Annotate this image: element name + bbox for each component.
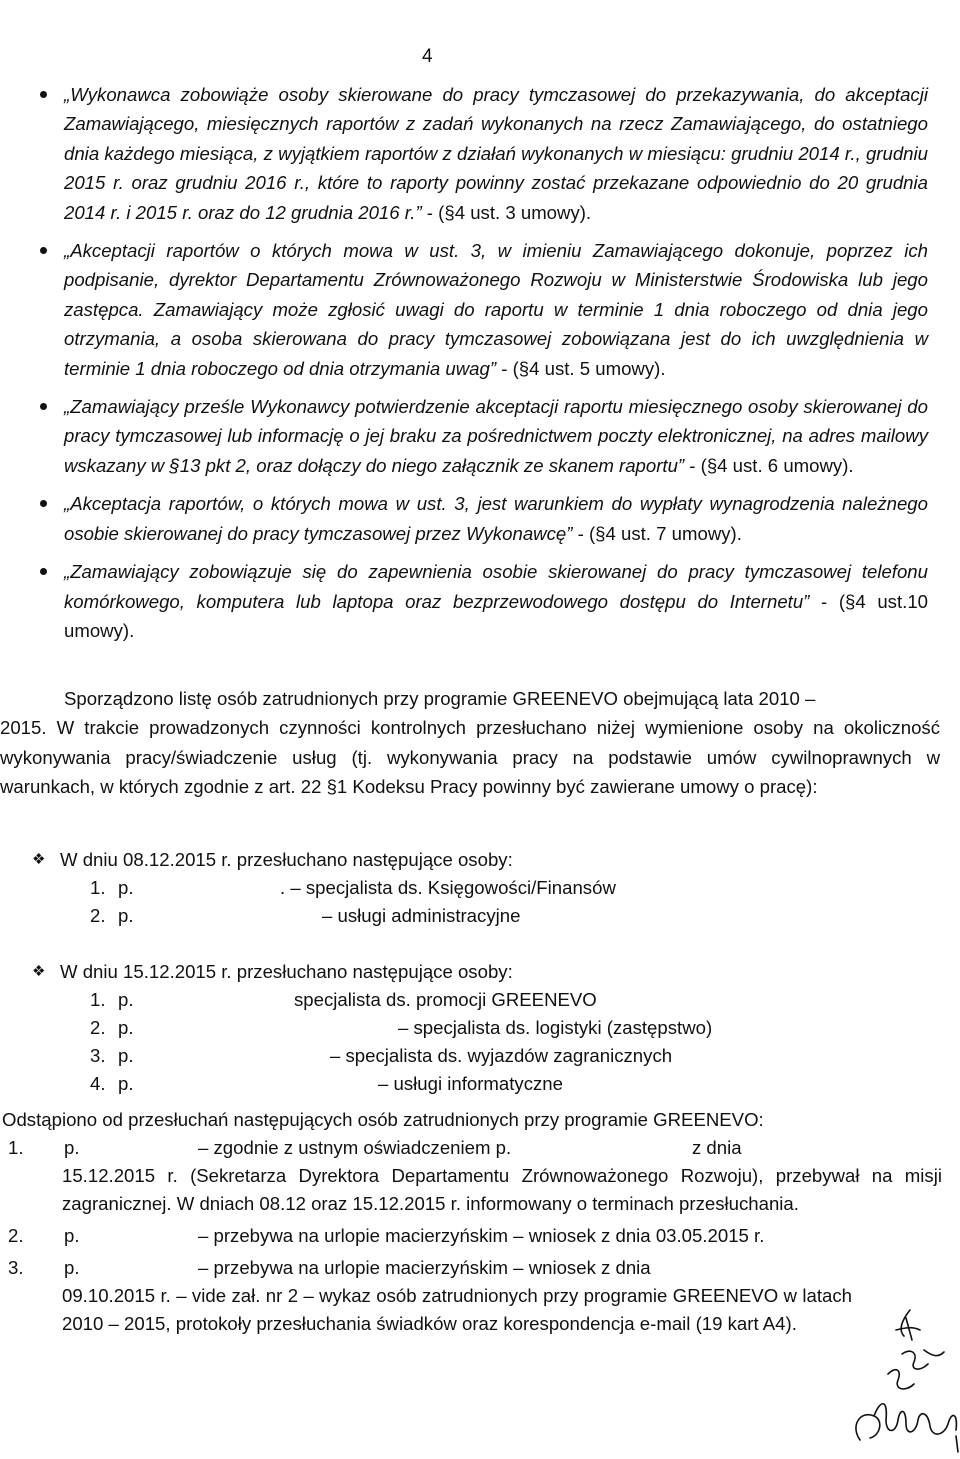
- contract-quotes-list: [40, 80, 928, 654]
- row-person: p.: [118, 1073, 134, 1094]
- row-person: p.: [118, 1045, 134, 1066]
- item-number: 1.: [8, 1137, 24, 1158]
- hearing-section-2: [32, 958, 713, 1098]
- quote-reference: - (§4 ust. 7 umowy).: [572, 522, 742, 544]
- waiver-section: [2, 1106, 942, 1342]
- hearing-row: [32, 1042, 673, 1070]
- quote-text: „Akceptacji raportów o których mowa w ust. 3, w imieniu Zamawiającego dokonuje, poprzez ich podpisanie, dyrektor Departamentu Zrównoważonego Rozwoju w Ministerstwie Środowiska lub jego zastępca. Zamawiający może zgłosić uwagi do raportu w terminie 1 dnia roboczego od dnia jego otrzymania, a osoba skierowana do pracy tymczasowej zobowiązana jest do ich uwzględnienia w terminie 1 dnia roboczego od dnia otrzymania uwag”: [64, 240, 928, 379]
- page-number: 4: [422, 46, 433, 67]
- list-item: [40, 392, 928, 480]
- list-item: [40, 489, 928, 548]
- hearing-section-1: [32, 846, 616, 930]
- hearing-row: [32, 1070, 563, 1098]
- row-number: 1.: [90, 989, 106, 1010]
- waiver-item: [2, 1254, 942, 1338]
- item-number: 2.: [8, 1225, 24, 1246]
- row-number: 1.: [90, 877, 106, 898]
- item-text: 15.12.2015 r. (Sekretarza Dyrektora Departamentu Zrównoważonego Rozwoju), przebywał na misji zagranicznej. W dniach 08.12 oraz 15.12.2015 r. informowany o terminach przesłuchania.: [62, 1165, 942, 1214]
- row-role: – specjalista ds. wyjazdów zagranicznych: [330, 1045, 673, 1066]
- hearing-row: [32, 986, 597, 1014]
- row-number: 2.: [90, 905, 106, 926]
- hearing-heading: ❖ W dniu 08.12.2015 r. przesłuchano następujące osoby:: [32, 846, 513, 874]
- row-role: – usługi informatyczne: [378, 1073, 563, 1094]
- list-item: [40, 236, 928, 383]
- row-person: p.: [118, 877, 134, 898]
- item-lead: – zgodnie z ustnym oświadczeniem p. z dnia: [198, 1137, 742, 1158]
- quote-reference: - (§4 ust. 5 umowy).: [496, 357, 666, 379]
- handwritten-signature: [840, 1300, 960, 1459]
- quote-text: „Akceptacja raportów, o których mowa w ust. 3, jest warunkiem do wypłaty wynagrodzenia należnego osobie skierowanej do pracy tymczasowej przez Wykonawcę”: [64, 493, 928, 544]
- item-person: p.: [64, 1137, 80, 1158]
- item-text: 09.10.2015 r. – vide zał. nr 2 – wykaz osób zatrudnionych przy programie GREENEVO w latach 2010 – 2015, protokoły przesłuchania świadków oraz korespondencja e-mail (19 kart A4).: [62, 1285, 852, 1334]
- quote-text: „Zamawiający zobowiązuje się do zapewnienia osobie skierowanej do pracy tymczasowej telefonu komórkowego, komputera lub laptopa oraz bezprzewodowego dostępu do Internetu”: [64, 561, 928, 612]
- list-item: [40, 80, 928, 227]
- item-lead: – przebywa na urlopie macierzyńskim – wniosek z dnia 03.05.2015 r.: [198, 1225, 765, 1246]
- hearing-row: [32, 902, 521, 930]
- item-person: p.: [64, 1225, 80, 1246]
- row-person: p.: [118, 989, 134, 1010]
- quote-text: „Wykonawca zobowiąże osoby skierowane do pracy tymczasowej do przekazywania, do akceptacji Zamawiającego, miesięcznych raportów z zadań wykonanych na rzecz Zamawiającego, do ostatniego dnia każdego miesiąca, z wyjątkiem raportów z działań wykonanych w miesiącu: grudniu 2014 r., grudniu 2015 r. oraz grudniu 2016 r., które to raporty powinny zostać przekazane odpowiednio do 20 grudnia 2014 r. i 2015 r. oraz do 12 grudnia 2016 r.”: [64, 84, 928, 223]
- list-item: [40, 557, 928, 645]
- paragraph-first-line: Sporządzono listę osób zatrudnionych przy programie GREENEVO obejmującą lata 2010 –: [64, 688, 816, 709]
- hearing-row: [32, 874, 616, 902]
- hearing-heading: ❖ W dniu 15.12.2015 r. przesłuchano następujące osoby:: [32, 958, 513, 986]
- item-number: 3.: [8, 1257, 24, 1278]
- row-role: – usługi administracyjne: [322, 905, 521, 926]
- paragraph-rest: 2015. W trakcie prowadzonych czynności kontrolnych przesłuchano niżej wymienione osoby na okoliczność wykonywania pracy/świadczenie usług (tj. wykonywania pracy na podstawie umów cywilnoprawnych w warunkach, w których zgodnie z art. 22 §1 Kodeksu Pracy powinny być zawierane umowy o pracę):: [0, 717, 940, 798]
- row-role: . – specjalista ds. Księgowości/Finansów: [280, 877, 616, 898]
- item-lead: – przebywa na urlopie macierzyńskim – wniosek z dnia: [198, 1257, 651, 1278]
- hearing-row: [32, 1014, 713, 1042]
- row-person: p.: [118, 1017, 134, 1038]
- quote-text: „Zamawiający prześle Wykonawcy potwierdzenie akceptacji raportu miesięcznego osoby skierowanej do pracy tymczasowej lub informację o jej braku za pośrednictwem poczty elektronicznej, na adres mailowy wskazany w §13 pkt 2, oraz dołączy do niego załącznik ze skanem raportu”: [64, 396, 928, 476]
- row-person: p.: [118, 905, 134, 926]
- summary-paragraph: [0, 684, 940, 802]
- row-role: specjalista ds. promocji GREENEVO: [294, 989, 597, 1010]
- waiver-item: [2, 1134, 942, 1218]
- quote-reference: - (§4 ust. 3 umowy).: [421, 201, 592, 223]
- row-number: 2.: [90, 1017, 106, 1038]
- row-number: 4.: [90, 1073, 106, 1094]
- quote-reference: - (§4 ust.10 umowy).: [64, 590, 928, 641]
- waiver-item: [2, 1222, 942, 1250]
- row-role: – specjalista ds. logistyki (zastępstwo): [398, 1017, 713, 1038]
- row-number: 3.: [90, 1045, 106, 1066]
- quote-reference: - (§4 ust. 6 umowy).: [684, 454, 854, 476]
- waiver-heading: Odstąpiono od przesłuchań następujących osób zatrudnionych przy programie GREENEVO:: [2, 1109, 764, 1130]
- item-person: p.: [64, 1257, 80, 1278]
